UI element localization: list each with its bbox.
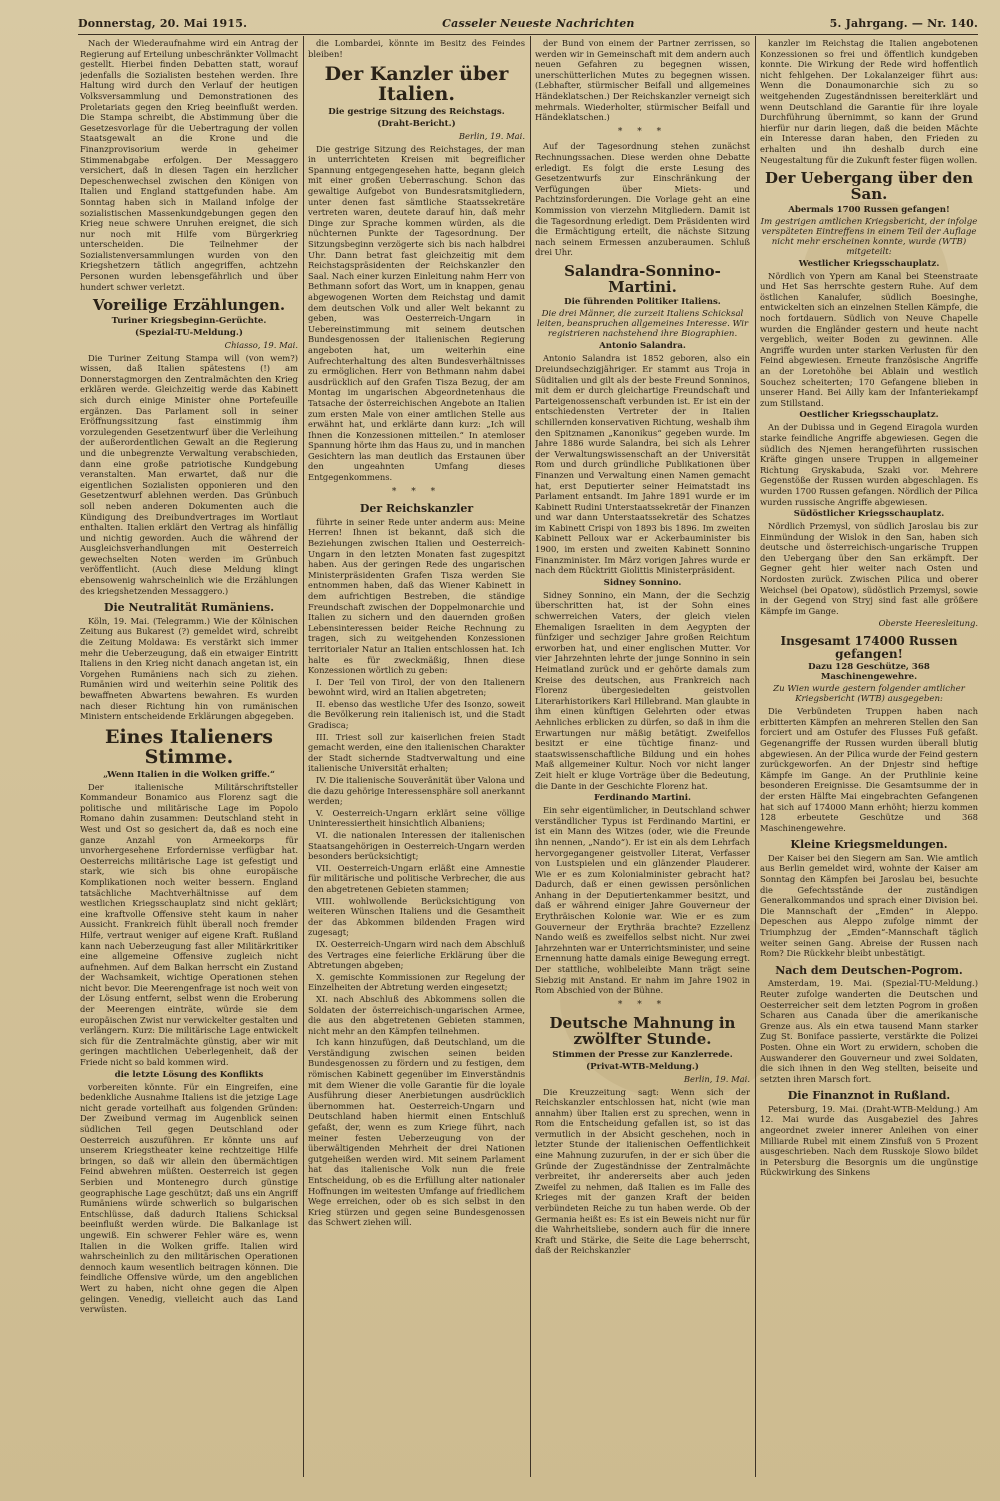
masthead-issue: 5. Jahrgang. — Nr. 140.	[829, 16, 978, 30]
list-item: III. Triest soll zur kaiserlichen freien Stadt gemacht werden, eine den italienischen Charakter der Stadt sichernde Stadtverwaltung und eine italienische Universität erhalten;	[308, 731, 525, 774]
section-title: Südöstlicher Kriegsschauplatz.	[793, 509, 945, 520]
list-item: IX. Oesterreich-Ungarn wird nach dem Abschluß des Vertrages eine feierliche Erklärung über die Abtretungen abgeben;	[308, 938, 525, 971]
column-rule	[530, 36, 531, 1477]
subheadline: Die drei Männer, die zurzeit Italiens Schicksal leiten, beanspruchen allgemeines Interesse. Wir registrieren nachstehend ihre Biographien.	[536, 309, 749, 340]
column-1	[80, 38, 298, 1477]
list-item: VI. die nationalen Interessen der italienischen Staatsangehörigen in Oesterreich-Ungarn werden besonders berücksichtigt;	[308, 830, 525, 862]
article-text: führte in seiner Rede unter anderm aus: Meine Herren! Ihnen ist bekannt, daß sich die Beziehungen zwischen Italien und Oesterreich-Ungarn in den letzten Monaten fast zugespitzt haben. Aus der geringen Rede des ungarischen Ministerpräsidenten Grafen Tisza werden Sie entnommen haben, daß das Wiener Kabinett in dem aufrichtigen Bestreben, die ständige Freundschaft zwischen der Doppelmonarchie und Italien zu sichern und den dauernden großen Lebensinteressen beider Reiche Rechnung zu tragen, sich zu weitgehenden Konzessionen territorialer Natur an Italien entschlossen hat. Ich halte es für zweckmäßig, Ihnen diese Konzessionen wörtlich zu geben:	[308, 516, 525, 676]
column-rule	[303, 36, 304, 1477]
headline: Der Reichskanzler	[359, 502, 474, 516]
article-text: Nördlich von Ypern am Kanal bei Steenstraate und Het Sas herrschte gestern Ruhe. Auf dem östlichen Kanalufer, südlich Boesinghe, entwickelten sich an einzelnen Stellen Kämpfe, die noch fortdauern. Südlich von Neuve Chapelle wurden die Engländer gestern und heute nacht vergeblich, weiter Boden zu gewinnen. Alle Angriffe wurden unter starken Verlusten für den Feind abgewiesen. Erneute französische Angriffe an der Loretohöhe bei Ablain und westlich Souchez scheiterten; 170 Gefangene blieben in unserer Hand. Bei Ailly kam der Infanteriekampf zum Stillstand.	[760, 270, 978, 408]
column-rule	[755, 36, 756, 1477]
subheadline: Im gestrigen amtlichen Kriegsbericht, der infolge verspäteten Eintreffens in einem Teil der Auflage nicht mehr erscheinen konnte, wurde (WTB) mitgeteilt:	[760, 216, 978, 257]
article-text: Der Kaiser bei den Siegern am San. Wie amtlich aus Berlin gemeldet wird, wohnte der Kaiser am Sonntag den Kämpfen bei Jaroslau bei, besuchte die Gefechtsstände der zuständigen Generalkommandos und sprach einer Division bei. Die Mannschaft der „Emden“ in Aleppo. Depeschen aus Aleppo zufolge nimmt der Triumphzug der „Emden“-Mannschaft täglich weiter seinen Gang. Abreise der Russen nach Rom? Die Rückkehr bleibt unbestätigt.	[760, 852, 978, 959]
article-text: Ein sehr eigentümlicher, in Deutschland schwer verständlicher Typus ist Ferdinando Martini, er ist ein Mann des Witzes (oder, wie die Freunde ihn nennen, „Nando“). Er ist ein als dem Lehrfach hervorgegangener geistvoller Literat, Verfasser von Lustspielen und ein glänzender Plauderer. Wie er es zum Kolonialminister gebracht hat? Dadurch, daß er einen gewissen persönlichen Anhang in der Deputiertenkammer besitzt, und daß er während einiger Jahre Gouverneur der Erythräischen Kolonie war. Wie er es zum Gouverneur der Erythräa brachte? Ezzellenz Nando weiß es zweifellos selbst nicht. Nur zwei Jahrzehnten war er Unterrichtsminister, und seine Ernennung hatte damals einige Bewegung erregt. Der stattliche, wohlbeleibte Mann trägt seine Siebzig mit Anstand. Er nahm im Jahre 1902 in Rom Abschied von der Bühne.	[535, 805, 750, 996]
subheadline: Stimmen der Presse zur Kanzlerrede.	[552, 1049, 733, 1060]
article-text: Die gestrige Sitzung des Reichstages, der man in unterrichteten Kreisen mit begreiflicher Spannung entgegengesehen hatte, begann gleich mit einer großen Ueberraschung. Schon das gewaltige Aufgebot von Bundesratsmitgliedern, unter denen fast sämtliche Staatssekretäre vertreten waren, deutete darauf hin, daß mehr Dinge zur Sprache kommen würden, als die nüchternen Punkte der Tagesordnung. Der Sitzungsbeginn verzögerte sich bis nach halbdrei Uhr. Dann betrat fast gleichzeitig mit dem Reichstagspräsidenten der Reichskanzler den Saal. Nach einer kurzen Einleitung nahm Herr von Bethmann sofort das Wort, um in knappen, genau abgewogenen Worten dem Reichstag und damit dem deutschen Volk und aller Welt bekannt zu geben, was Oesterreich-Ungarn in Uebereinstimmung mit seinem deutschen Bundesgenossen der italienischen Regierung angeboten hat, um weiterhin eine Aufrechterhaltung des alten Bundesverhältnisses zu ermöglichen. Herr von Bethmann nahm dabei ausdrücklich auf den Grafen Tisza Bezug, der am Montag im ungarischen Abgeordnetenhaus die Tatsache der österreichischen Angebote an Italien zum ersten Male von einer amtlichen Stelle aus erwähnt hat, und erklärte dann kurz: „Ich will Ihnen die Konzessionen mitteilen.“ In atemloser Spannung hörte ihm das Haus zu, und in manchen Gesichtern las man deutlich das Erstaunen über den ungeahnten Umfang dieses Entgegenkommens.	[308, 143, 525, 483]
dateline: Chiasso, 19. Mai.	[224, 340, 298, 350]
subheadline: Die gestrige Sitzung des Reichstags.	[328, 107, 505, 118]
headline: Deutsche Mahnung in zwölfter Stunde.	[549, 1014, 736, 1049]
separator-stars: * * *	[617, 126, 668, 137]
article-text: Die Turiner Zeitung Stampa will (von wem?) wissen, daß Italien spätestens (!) am Donnerstagmorgen den Zentralmächten den Krieg erklären werde. Gleichzeitig werde das Kabinett sich durch einige Minister ohne Portefeuille ergänzen. Das Parlament soll in seiner Eröffnungssitzung fast einstimmig ihm vorzulegenden Gesetzentwurf über die Verleihung der außerordentlichen Gewalt an die Regierung und die unbegrenzte Verwaltung verabschieden, dann eine große patriotische Kundgebung veranstalten. Man erwartet, daß nur die eigentlichen Sozialisten opponieren und den Gesetzentwurf ablehnen werden. Das Grünbuch soll neben anderen Dokumenten auch die Kündigung des Dreibundvertrages im Wortlaut enthalten. Italien erklärt den Vertrag als hinfällig und nichtig geworden. Auch die während der Ausgleichsverhandlungen mit Oesterreich gewechselten Noten werden im Grünbuch veröffentlicht. (Auch diese Meldung klingt ebensowenig wahrscheinlich wie die Erzählungen des kriegshetzenden Messaggero.)	[80, 352, 298, 596]
headline: Voreilige Erzählungen.	[92, 296, 286, 315]
subheadline: Abermals 1700 Russen gefangen!	[788, 204, 950, 215]
agency-line: (Privat-WTB-Meldung.)	[586, 1061, 699, 1072]
subheadline: Die führenden Politiker Italiens.	[564, 297, 721, 308]
headline: Salandra-Sonnino-Martini.	[564, 261, 721, 296]
subheadline: Zu Wien wurde gestern folgender amtlicher Kriegsbericht (WTB) ausgegeben:	[773, 684, 965, 705]
section-title: Ferdinando Martini.	[593, 793, 692, 804]
section-title: Westlicher Kriegsschauplatz.	[798, 258, 940, 269]
subheadline: die letzte Lösung des Konflikts	[114, 1069, 264, 1080]
article-text: An der Dubissa und in Gegend Eiragola wurden starke feindliche Angriffe abgewiesen. Gegen die südlich des Njemen herangeführten russischen Kräfte gingen unsere Truppen in allgemeiner Richtung Gryskabuda, Szaki vor. Mehrere Gegenstöße der Russen wurden abgeschlagen. Es wurden 1700 Russen gefangen. Nördlich der Pilica wurden russische Angriffe abgewiesen.	[760, 422, 978, 507]
section-title: Antonio Salandra.	[599, 341, 686, 352]
list-item: IV. Die italienische Souveränität über Valona und die dazu gehörige Interessensphäre soll anerkannt werden;	[308, 775, 525, 807]
masthead	[78, 12, 978, 35]
article-text: Nördlich Przemysl, von südlich Jaroslau bis zur Einmündung der Wislok in den San, haben sich deutsche und österreichisch-ungarische Truppen den Uebergang über den San erkämpft. Der Gegner geht hier weiter nach Osten und Nordosten zurück. Zwischen Pilica und oberer Weichsel (bei Opatow), südöstlich Przemysl, sowie in der Gegend von Stryj sind fast alle größere Kämpfe im Gange.	[760, 521, 978, 616]
separator-stars: * * *	[391, 486, 442, 497]
dateline: Berlin, 19. Mai.	[458, 131, 525, 142]
article-text: Ich kann hinzufügen, daß Deutschland, um die Verständigung zwischen seinen beiden Bundesgenossen zu fördern und zu festigen, dem römischen Kabinett gegenüber im Einverständnis mit dem Wiener die volle Garantie für die loyale Ausführung dieser Anerbietungen ausdrücklich übernommen hat. Oesterreich-Ungarn und Deutschland haben hiermit einen Entschluß gefaßt, der, wenn es zum Kriege führt, nach meiner festen Ueberzeugung von der überwältigenden Mehrheit der drei Nationen gutgeheißen werden wird. Mit seinem Parlament hat das italienische Volk nun die freie Entscheidung, ob es die Erfüllung alter nationaler Hoffnungen im weitesten Umfange auf friedlichem Wege erreichen, oder ob es sich selbst in den Krieg stürzen und gegen seine Bundesgenossen das Schwert ziehen will.	[308, 1037, 525, 1228]
subheadline: Turiner Kriegsbeginn-Gerüchte.	[111, 316, 267, 326]
article-text: Petersburg, 19. Mai. (Draht-WTB-Meldung.) Am 12. Mai wurde das Ausgabeziel des Jahres angeordnet zweier innerer Anleihen von einer Milliarde Rubel mit einem Zinsfuß von 5 Prozent ausgeschrieben. Nach dem Russkoje Slowo bildet in Petersburg die Besorgnis um die ungünstige Rückwirkung des Sinkens	[760, 1103, 978, 1178]
article-text: Köln, 19. Mai. (Telegramm.) Wie der Kölnischen Zeitung aus Bukarest (?) gemeldet wird, schreibt die Zeitung Moldawa: Es verstärkt sich immer mehr die Ueberzeugung, daß ein etwaiger Eintritt Italiens in den Krieg nicht danach angetan ist, ein Vorgehen Rumäniens nach sich zu ziehen. Rumänien wird und weiterhin seine Politik des bewaffneten Abwartens bewahren. Es wurden nach dieser Richtung hin von rumänischen Ministern entscheidende Erklärungen abgegeben.	[80, 615, 298, 722]
column-3	[535, 38, 750, 1477]
column-2	[308, 38, 525, 1477]
headline: Der Uebergang über den San.	[764, 169, 974, 203]
headline: Eines Italieners Stimme.	[104, 725, 274, 768]
agency-line: (Draht-Bericht.)	[377, 119, 456, 130]
section-title: Sidney Sonnino.	[603, 577, 682, 588]
list-item: X. gemischte Kommissionen zur Regelung der Einzelheiten der Abtretung werden eingesetzt;	[308, 971, 525, 993]
article-text: die Lombardei, könnte im Besitz des Feindes bleiben!	[308, 38, 525, 59]
article-text: Sidney Sonnino, ein Mann, der die Sechzig überschritten hat, ist der Sohn eines schwerreichen Vaters, der gleich vielen Ehemaligen Israeliten in dem Aegypten der fünfziger und sechziger Jahre großen Reichtum erworben hat, und einer englischen Mutter. Vor vier Jahrzehnten lehrte der junge Sonnino in sein Heimatland zurück und er gehörte damals zum Kreise des deutschen, aus Frankreich nach Florenz übergesiedelten geistvollen Literarhistorikers Karl Hillebrand. Man glaubte in ihm einen künftigen Gelehrten oder etwas Aehnliches erblicken zu dürfen, so daß in ihm die Erwartungen nur mäßig betätigt. Zweifellos besitzt er eine tüchtige finanz- und staatswissenschaftliche Bildung und ein hohes Maß allgemeiner Kultur. Noch vor nicht langer Zeit hielt er kluge Vorträge über die Bedeutung, die Dante in der Geschichte Florenz hat.	[535, 589, 750, 791]
masthead-title: Casseler Neueste Nachrichten	[442, 16, 635, 30]
section-title: Oestlicher Kriegsschauplatz.	[799, 410, 939, 421]
list-item: V. Oesterreich-Ungarn erklärt seine völlige Uninteressiertheit hinsichtlich Albaniens;	[308, 807, 525, 829]
headline: Der Kanzler über Italien.	[324, 63, 509, 106]
headline: Insgesamt 174000 Russen gefangen!	[780, 634, 958, 661]
list-item: XI. nach Abschluß des Abkommens sollen die Soldaten der österreichisch-ungarischen Armee, die aus den abgetretenen Gebieten stammen, nicht mehr an den Kämpfen teilnehmen.	[308, 993, 525, 1036]
article-text: Nach der Wiederaufnahme wird ein Antrag der Regierung auf Erteilung unbeschränkter Vollmacht gestellt. Hierbei finden Debatten statt, worauf jedenfalls die Sozialisten bestehen werden. Ihre Haltung wird durch den Verlauf der heutigen Volksversammlung und Demonstrationen des Proletariats gegen den Krieg beeinflußt werden. Die Stampa schreibt, die Abstimmung über die Gesetzesvorlage für die Uebertragung der vollen Staatsgewalt an die Krone und die Finanzprovisorium werde in geheimer Stimmenabgabe erfolgen. Der Messaggero versichert, daß in diesen Tagen ein herzlicher Depeschenwechsel zwischen den Königen von Italien und England stattgefunden habe. Am Sonntag haben sich in Mailand infolge der sozialistischen Massenkundgebungen gegen den Krieg neue schwere Unruhen ereignet, die sich nur noch mit Hilfe vom Bürgerkrieg unterscheiden. Die Teilnehmer der Sozialistenversammlungen wurden von den Kriegshetzern tätlich angegriffen, achtzehn Personen wurden lebensgefährlich und über hundert schwer verletzt.	[80, 38, 298, 292]
article-text: Die Kreuzzeitung sagt: Wenn sich der Reichskanzler entschlossen hat, nicht (wie man annahm) über Italien erst zu sprechen, wenn in Rom die Entscheidung gefallen ist, so ist das vermutlich in der Absicht geschehen, noch in letzter Stunde der italienischen Oeffentlichkeit eine Mahnung zuzurufen, in der er sich über die Gründe der Zugeständnisse der Zentralmächte verbreitet, ihr andererseits aber auch jeden Zweifel zu nehmen, daß Italien es im Falle des Krieges mit der ganzen Kraft der beiden verbündeten Reiche zu tun haben werde. Ob der Germania heißt es: Es ist ein Beweis nicht nur für die Wahrheitsliebe, sondern auch für die innere Kraft und Stärke, die Seite die Lage beherrscht, daß der Reichskanzler	[535, 1086, 750, 1256]
article-text: Auf der Tagesordnung stehen zunächst Rechnungssachen. Diese werden ohne Debatte erledigt. Es folgt die erste Lesung des Gesetzentwurfs zur Einschränkung der Verfügungen über Miets- und Pachtzinsforderungen. Die Vorlage geht an eine Kommission von vierzehn Mitgliedern. Damit ist die Tagesordnung erledigt. Dem Präsidenten wird die Ermächtigung erteilt, die nächste Sitzung nach seinem Ermessen anzuberaumen. Schluß drei Uhr.	[535, 141, 750, 258]
list-item: VIII. wohlwollende Berücksichtigung von weiteren Wünschen Italiens und die Gesamtheit der das Abkommen bildenden Fragen wird zugesagt;	[308, 895, 525, 938]
list-item: VII. Oesterreich-Ungarn erläßt eine Amnestie für militärische und politische Verbrecher, die aus den abgetretenen Gebieten stammen;	[308, 862, 525, 894]
headline: Kleine Kriegsmeldungen.	[790, 838, 948, 852]
masthead-date: Donnerstag, 20. Mai 1915.	[78, 16, 248, 30]
list-item: II. ebenso das westliche Ufer des Isonzo, soweit die Bevölkerung rein italienisch ist, und die Stadt Gradisca;	[308, 698, 525, 731]
article-text: Die Verbündeten Truppen haben nach erbitterten Kämpfen an mehreren Stellen den San forciert und am Ostufer des Flusses Fuß gefaßt. Gegenangriffe der Russen wurden überall blutig abgewiesen. An der Pilica wurde der Feind gestern zurückgeworfen. An der Dnjestr sind heftige Kämpfe im Gange. An der Pruthlinie keine besonderen Ereignisse. Die Gesamtsumme der in der ersten Hälfte Mai eingebrachten Gefangenen hat sich auf 174000 Mann erhöht; hierzu kommen 128 erbeutete Geschütze und 368 Maschinengewehre.	[760, 706, 978, 833]
agency-line: (Spezial-TU-Meldung.)	[135, 328, 243, 338]
headline: Die Finanznot in Rußland.	[787, 1089, 951, 1103]
article-text: Der italienische Militärschriftsteller Kommandeur Bonamico aus Florenz sagt die politische und militärische Lage im Popolo Romano dahin zusammen: Deutschland steht in West und Ost so gesichert da, daß es noch eine ganze Anzahl von Armeekorps für unvorhergesehene Erfordernisse verfügbar hat. Oesterreichs militärische Lage ist gefestigt und stark, wie sich bis ohne europäische Komplikationen noch weiter bessern. England tatsächliche Machtverhältnisse auf dem westlichen Kriegsschauplatz sind nicht geklärt; eine kraftvolle Offensive steht kaum in naher Aussicht. Frankreich fühlt überall noch fremder Hilfe, vertraut weniger auf eigene Kraft. Rußland kann nach Ueberzeugung fast aller Militärkritiker eine allgemeine Offensive zugleich nicht aufnehmen. Auf dem Balkan herrscht ein Zustand der Wachsamkeit, wichtige Operationen stehen nicht bevor. Die Meerengenfrage ist noch weit von der Lösung entfernt, selbst wenn die Eroberung der Meerengen einträte, würde sie dem europäischen Zwist nur verwickelter gestalten und verlängern. Kurz: Die militärische Lage entwickelt sich für die Zentralmächte günstig, aber wir mit geringen machtlichen Ueberlegenheit, daß der Friede nicht so bald kommen wird.	[80, 781, 298, 1068]
signature: Oberste Heeresleitung.	[878, 618, 978, 629]
dateline: Berlin, 19. Mai.	[683, 1073, 750, 1084]
article-text: Amsterdam, 19. Mai. (Spezial-TU-Meldung.) Reuter zufolge wanderten die Deutschen und Oesterreicher seit dem letzten Pogrom in großen Scharen aus Canada über die amerikanische Grenze aus. Als ein etwa tausend Mann starker Zug St. Boniface passierte, verstärkte die Polizei Posten. Ohne ein Wort zu erwidern, schoben die Auswanderer den Gouverneur und zwei Soldaten, die sich ihnen in den Weg stellten, beiseite und setzten ihren Marsch fort.	[760, 978, 978, 1084]
subheadline: Dazu 128 Geschütze, 368 Maschinengewehre.	[808, 662, 930, 683]
subheadline: „Wenn Italien in die Wolken griffe.“	[103, 769, 275, 780]
list-item: I. Der Teil von Tirol, der von den Italienern bewohnt wird, wird an Italien abgetreten;	[308, 676, 525, 698]
headline: Die Neutralität Rumäniens.	[103, 601, 275, 615]
article-text: der Bund von einem der Partner zerrissen, so werden wir in Gemeinschaft mit dem andern auch neuen Gefahren zu begegnen wissen, unerschütterlichen Mutes zu begegnen wissen. (Lebhafter, stürmischer Beifall und allgemeines Händeklatschen.) Der Reichskanzler verneigt sich mehrmals. Wiederholter, stürmischer Beifall und Händeklatschen.)	[535, 38, 750, 123]
separator-stars: * * *	[617, 999, 668, 1010]
article-text: kanzler im Reichstag die Italien angebotenen Konzessionen so frei und öffentlich kundgeben konnte. Die Wirkung der Rede wird hoffentlich nicht fehlgehen. Der Lokalanzeiger führt aus: Wenn die Donaumonarchie sich zu so weitgehenden Zugeständnissen bereiterklärt und wenn Deutschland die Garantie für ihre loyale Durchführung übernimmt, so kann der Grund hierfür nur darin liegen, daß die beiden Mächte ein Interesse daran haben, den Frieden zu erhalten und ihn deshalb durch eine Neugestaltung für die Zukunft fester fügen wollen.	[760, 38, 978, 165]
article-text: Antonio Salandra ist 1852 geboren, also ein Dreiundsechzigjähriger. Er stammt aus Troja in Süditalien und gilt als der beste Freund Sonninos, mit dem er durch gleichartige Freundschaft und Parteigenossenschaft verbunden ist. Er ist ein der entschiedensten Vertreter der in Italien schillernden konservativen Richtung, weshalb ihm den Spitznamen „Kanonikus“ gegeben wurde. Im Jahre 1886 wurde Salandra, bei sich als Lehrer der Verwaltungswissenschaft an der Universität Rom und durch gründliche Publikationen über Finanzen und Verwaltung einen Namen gemacht hat, erst Deputierter seiner Heimatstadt ins Parlament entsandt. Im Jahre 1891 wurde er im Kabinett Rudini Unterstaatssekretär der Finanzen und war dann Unterstaatssekretär des Schatzes im Kabinett Crispi von 1893 bis 1896. Im zweiten Kabinett Pelloux war er Ackerbauminister bis 1900, im ersten und zweiten Kabinett Sonnino Finanzminister. Im März vorigen Jahres wurde er nach dem Rücktritt Giolittis Ministerpräsident.	[535, 353, 750, 576]
column-4	[760, 38, 978, 1477]
headline: Nach dem Deutschen-Pogrom.	[775, 963, 963, 977]
article-text: vorbereiten könnte. Für ein Eingreifen, eine bedenkliche Ausnahme Italiens ist die jetzige Lage nicht gerade vorteilhaft aus folgenden Gründen: Der Zweibund vermag im Augenblick seinen südlichen Teil gegen Deutschland oder Oesterreich auszuführen. Er könnte uns auf unserem Kriegstheater keine rechtzeitige Hilfe bringen, so daß wir allein den übermächtigen Feind abwehren müßten. Oesterreich ist gegen Serbien und Montenegro durch günstige geographische Lage geschützt; daß uns ein Angriff Rumäniens würde schwerlich so bulgarischen Entschlüsse, daß dadurch Italiens Schicksal beeinflußt werden würde. Die Balkanlage ist ungewiß. Ein schwerer Fehler wäre es, wenn Italien in die Wolken griffe. Italien wird wahrscheinlich zu den militärischen Operationen dennoch kaum wesentlich beitragen können. Die feindliche Offensive würde, um den angeblichen Wert zu haben, nicht ohne gegen die Alpen gelingen. Venedig, vielleicht auch das Land verwüsten.	[80, 1081, 298, 1315]
